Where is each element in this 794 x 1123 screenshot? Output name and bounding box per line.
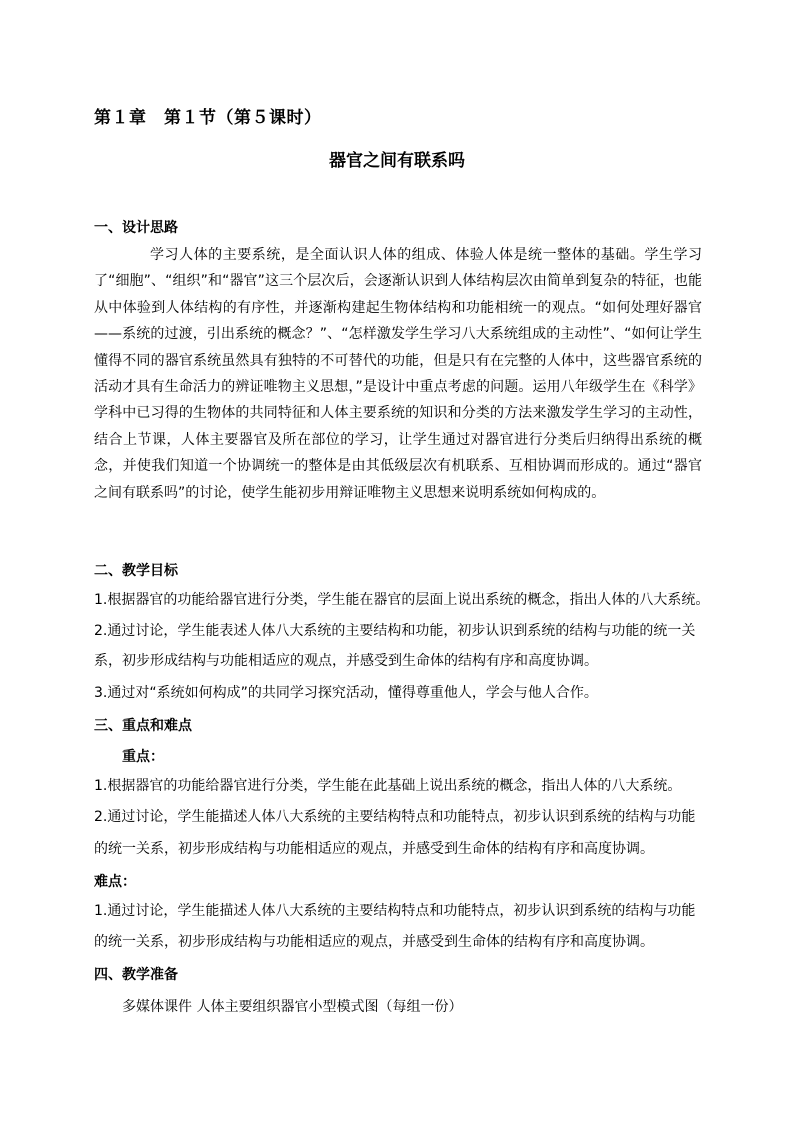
key-point-line: 2.通过讨论，学生能描述人体八大系统的主要结构特点和功能特点，初步认识到系统的结构与功能	[94, 809, 696, 825]
key-points-label: 重点：	[122, 749, 164, 765]
objective-line: 1.根据器官的功能给器官进行分类，学生能在器官的层面上说出系统的概念，指出人体的八大系统。	[94, 592, 710, 608]
section-heading-objectives: 二、教学目标	[94, 563, 178, 579]
key-point-line: 的统一关系，初步形成结构与功能相适应的观点，并感受到生命体的结构有序和高度协调。	[94, 841, 654, 857]
objective-line: 系，初步形成结构与功能相适应的观点，并感受到生命体的结构有序和高度协调。	[94, 653, 598, 669]
objective-line: 2.通过讨论，学生能表述人体八大系统的主要结构和功能，初步认识到系统的结构与功能的统一关	[94, 623, 696, 639]
design-paragraph-text: 学习人体的主要系统，是全面认识人体的组成、体验人体是统一整体的基础。学生学习了“细胞”、“组织”和“器官”这三个层次后，会逐渐认识到人体结构层次由简单到复杂的特征，也能从中体验到人体结构的有序性，并逐渐构建起生物体结构和功能相统一的观点。“如何处理好器官——系统的过渡，引出系统的概念？”、“怎样激发学生学习八大系统组成的主动性”、“如何让学生懂得不同的器官系统虽然具有独特的不可替代的功能，但是只有在完整的人体中，这些器官系统的活动才具有生命活力的辨证唯物主义思想，”是设计中重点考虑的问题。运用八年级学生在《科学》学科中已习得的生物体的共同特征和人体主要系统的知识和分类的方法来激发学生学习的主动性，结合上节课，人体主要器官及所在部位的学习，让学生通过对器官进行分类后归纳得出系统的概念，并使我们知道一个协调统一的整体是由其低级层次有机联系、互相协调而形成的。通过“器官之间有联系吗”的讨论，使学生能初步用辩证唯物主义思想来说明系统如何构成的。	[94, 247, 702, 501]
section-heading-design: 一、设计思路	[94, 220, 178, 236]
difficulty-line: 1.通过讨论，学生能描述人体八大系统的主要结构特点和功能特点，初步认识到系统的结构与功能	[94, 903, 696, 919]
section-heading-keypoints: 三、重点和难点	[94, 718, 192, 734]
section-heading-preparation: 四、教学准备	[94, 967, 178, 983]
preparation-text: 多媒体课件 人体主要组织器官小型模式图（每组一份）	[122, 999, 463, 1015]
design-paragraph	[94, 242, 702, 506]
chapter-heading: 第１章 第１节（第５课时）	[94, 108, 322, 128]
objective-line: 3.通过对“系统如何构成”的共同学习探究活动，懂得尊重他人，学会与他人合作。	[94, 685, 598, 701]
key-point-line: 1.根据器官的功能给器官进行分类，学生能在此基础上说出系统的概念，指出人体的八大系统。	[94, 778, 682, 794]
difficulties-label: 难点：	[94, 874, 136, 890]
difficulty-line: 的统一关系，初步形成结构与功能相适应的观点，并感受到生命体的结构有序和高度协调。	[94, 934, 654, 950]
lesson-title: 器官之间有联系吗	[329, 151, 465, 171]
